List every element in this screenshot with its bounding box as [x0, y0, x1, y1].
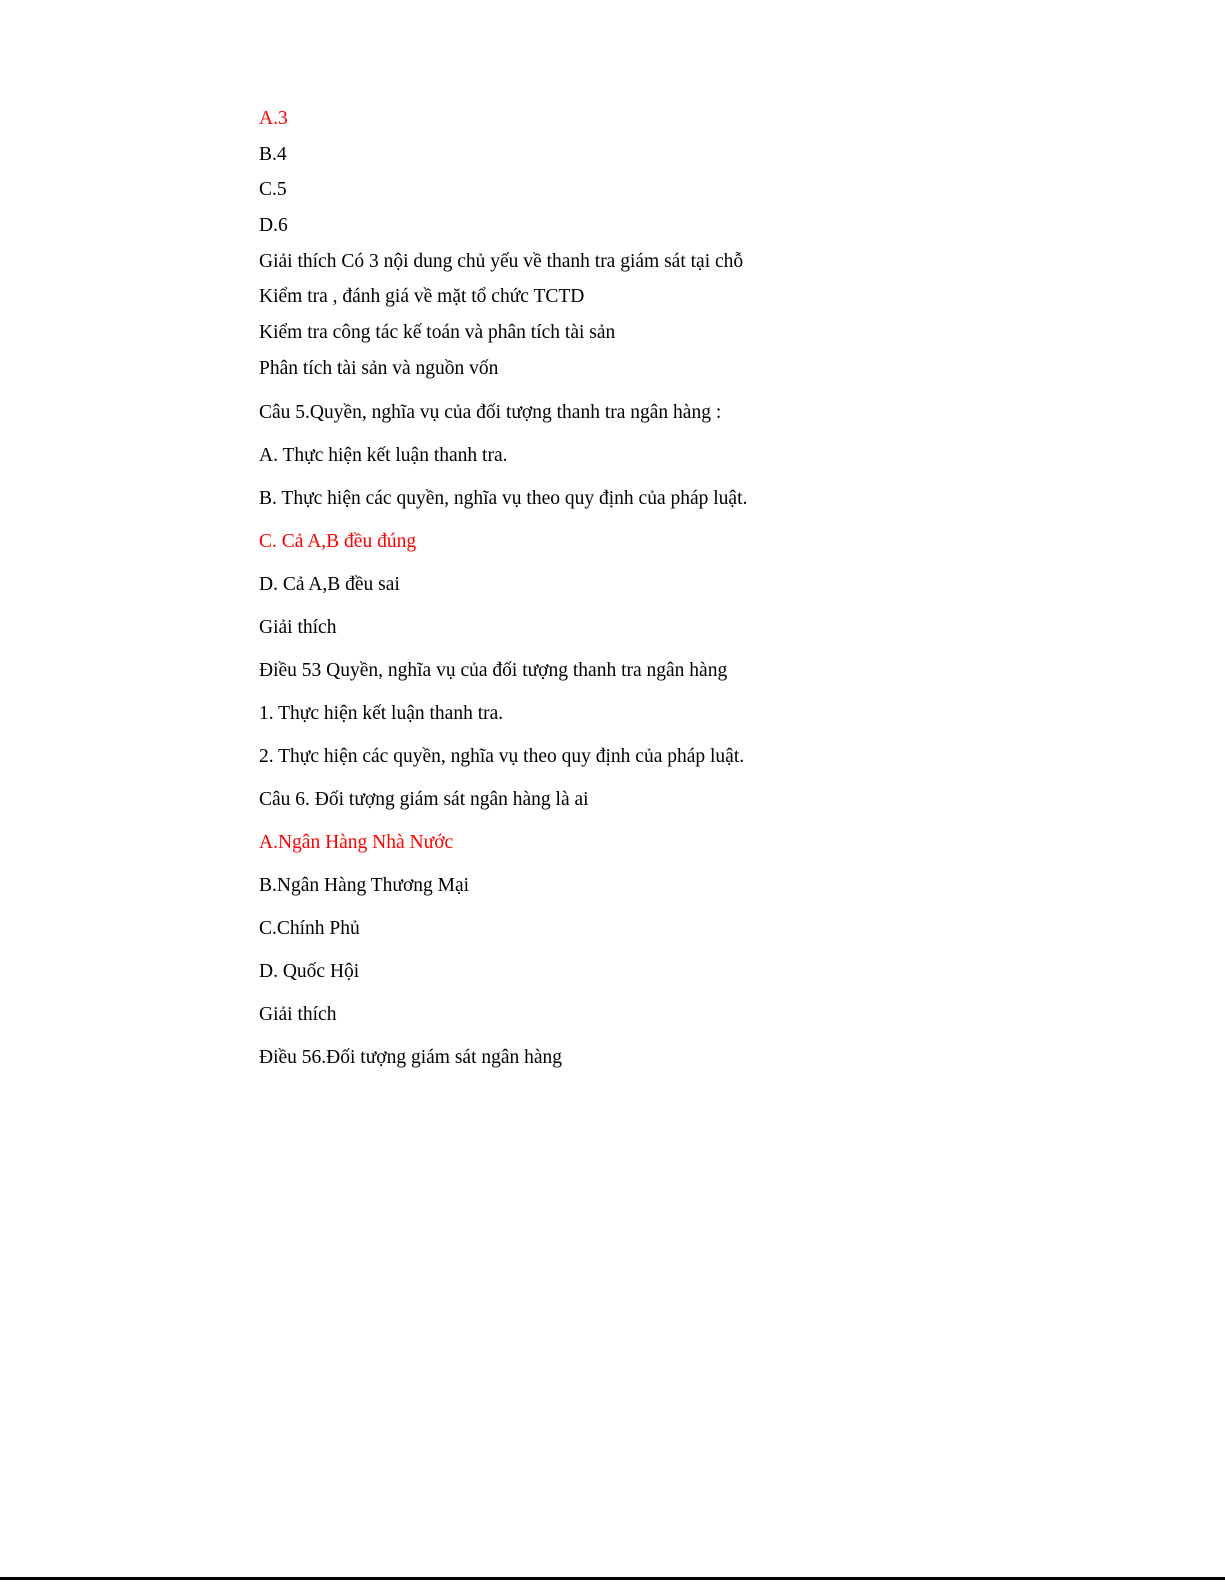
q4-explanation-item-3: Phân tích tài sản và nguồn vốn [259, 358, 499, 379]
q6-option-c: C.Chính Phủ [259, 918, 360, 939]
q4-explanation-item-2: Kiểm tra công tác kế toán và phân tích tài sản [259, 322, 616, 343]
q5-option-a: A. Thực hiện kết luận thanh tra. [259, 445, 508, 466]
q4-option-c: C.5 [259, 179, 287, 200]
q4-option-d: D.6 [259, 215, 288, 236]
q6-explanation-article: Điều 56.Đối tượng giám sát ngân hàng [259, 1047, 563, 1068]
q6-option-b: B.Ngân Hàng Thương Mại [259, 875, 470, 896]
q5-option-c-correct: C. Cả A,B đều đúng [259, 531, 417, 552]
q5-explanation-item-1: 1. Thực hiện kết luận thanh tra. [259, 703, 504, 724]
q4-explanation-item-1: Kiểm tra , đánh giá về mặt tổ chức TCTD [259, 286, 585, 307]
page-bottom-border [0, 1577, 1225, 1580]
q5-option-d: D. Cả A,B đều sai [259, 574, 400, 595]
q4-option-b: B.4 [259, 144, 287, 165]
q5-question: Câu 5.Quyền, nghĩa vụ của đối tượng thanh tra ngân hàng : [259, 402, 722, 423]
q6-option-a-correct: A.Ngân Hàng Nhà Nước [259, 832, 454, 853]
q6-explanation-heading: Giải thích [259, 1004, 337, 1025]
q4-explanation: Giải thích Có 3 nội dung chủ yếu về thanh tra giám sát tại chỗ [259, 251, 744, 272]
q5-explanation-heading: Giải thích [259, 617, 337, 638]
q5-explanation-article: Điều 53 Quyền, nghĩa vụ của đối tượng thanh tra ngân hàng [259, 660, 728, 681]
q6-option-d: D. Quốc Hội [259, 961, 360, 982]
q5-explanation-item-2: 2. Thực hiện các quyền, nghĩa vụ theo quy định của pháp luật. [259, 746, 745, 767]
q5-option-b: B. Thực hiện các quyền, nghĩa vụ theo quy định của pháp luật. [259, 488, 748, 509]
q4-option-a-correct: A.3 [259, 108, 288, 129]
q6-question: Câu 6. Đối tượng giám sát ngân hàng là ai [259, 789, 589, 810]
